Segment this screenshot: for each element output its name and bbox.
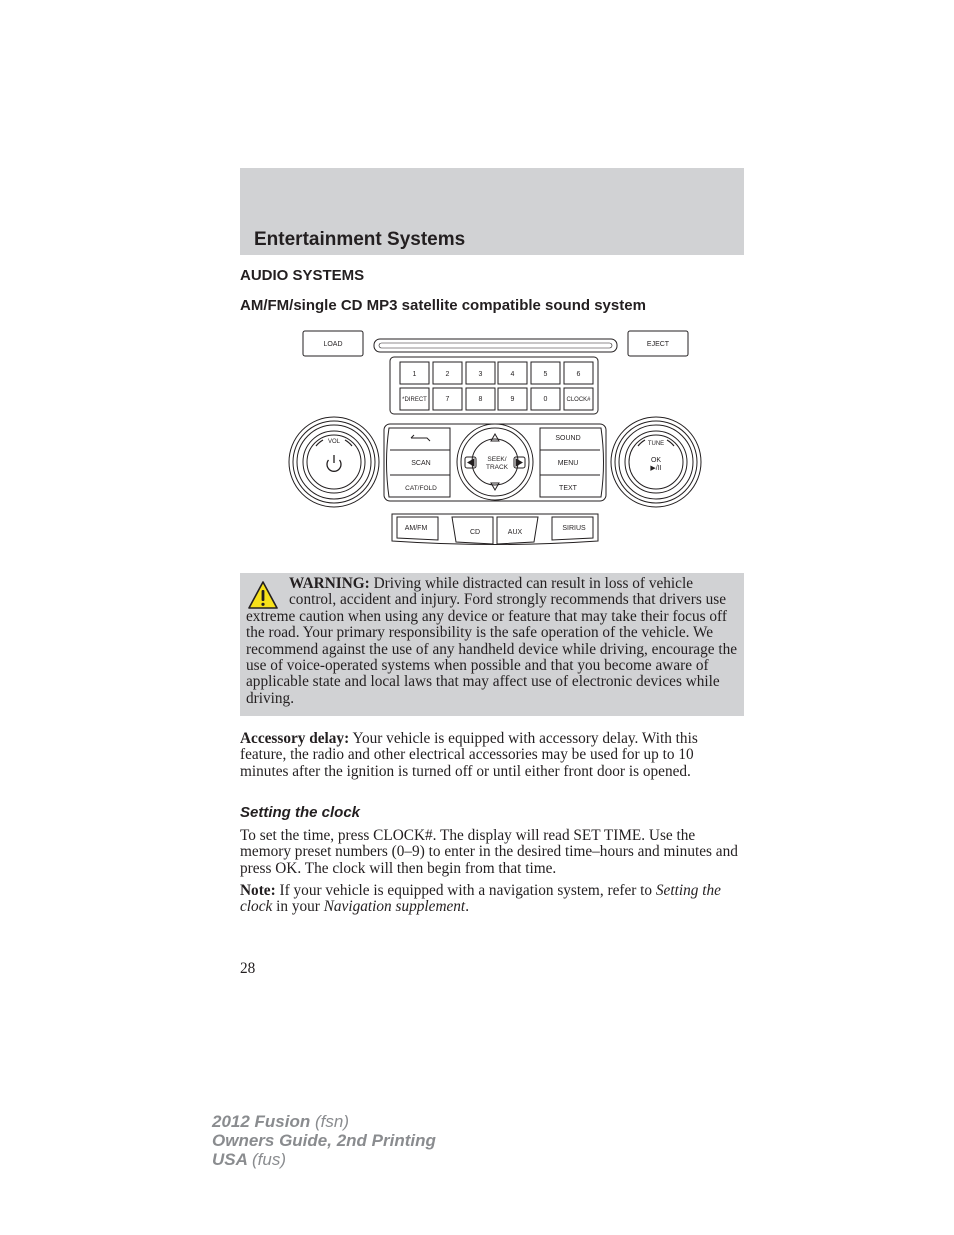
- preset-label-3: 3: [478, 371, 483, 378]
- note-label: Note:: [240, 882, 276, 899]
- note-text: If your vehicle is equipped with a navigation system, refer to: [279, 882, 653, 899]
- footer-market: USA: [212, 1150, 248, 1169]
- note-paragraph: [240, 883, 745, 916]
- sound-label: SOUND: [555, 435, 581, 442]
- seek-down-arrow-icon: [491, 483, 499, 490]
- preset-label-7: 7: [445, 396, 450, 403]
- am-fm-label: AM/FM: [404, 525, 428, 532]
- warning-label: WARNING:: [289, 575, 370, 592]
- back-icon: [411, 438, 430, 441]
- seek-up-arrow-icon: [491, 434, 499, 441]
- preset-label-9: 9: [510, 396, 515, 403]
- heading-audio-systems: AUDIO SYSTEMS: [240, 267, 365, 284]
- preset-label-0: 0: [543, 396, 548, 403]
- clock-label: CLOCK#: [566, 397, 591, 403]
- cat-fold-label: CAT/FOLD: [405, 485, 437, 492]
- play-pause-label: ▶/II: [650, 465, 662, 472]
- aux-label: AUX: [507, 529, 523, 536]
- preset-label-6: 6: [576, 371, 581, 378]
- setting-clock-reference: Setting the clock: [240, 882, 721, 916]
- menu-label: MENU: [557, 460, 579, 467]
- sirius-label: SIRIUS: [562, 525, 586, 532]
- heading-setting-clock: Setting the clock: [240, 804, 361, 821]
- footer-market-code: (fus): [252, 1150, 286, 1169]
- accessory-delay-label: Accessory delay:: [240, 730, 350, 747]
- preset-label-2: 2: [445, 371, 450, 378]
- accessory-delay-text: Your vehicle is equipped with accessory delay. With this feature, the radio and other electrical accessories may be used for up to 10 minutes after the ignition is turned off or until either front door is opened.: [240, 730, 698, 780]
- warning-body: Driving while distracted can result in loss of vehicle control, accident and injury. Ford strongly recommends that drivers use extreme caution when using any device or feature that may take their focus off the road. Your primary responsibility is the safe operation of the vehicle. We recommend against the use of any handheld device while driving, encourage the use of voice-operated systems when possible and that you become aware of applicable state and local laws that may affect use of electronic devices while driving.: [246, 575, 738, 707]
- scan-label: SCAN: [411, 460, 431, 467]
- ok-label: OK: [650, 457, 662, 464]
- warning-box: [240, 573, 744, 716]
- text-label: TEXT: [559, 485, 577, 492]
- page-number: 28: [240, 960, 256, 977]
- preset-label-8: 8: [478, 396, 483, 403]
- note-end: .: [465, 898, 470, 916]
- direct-label: *DIRECT: [402, 397, 427, 403]
- section-title: Entertainment Systems: [254, 229, 466, 250]
- tune-label: TUNE: [647, 441, 665, 447]
- track-label: TRACK: [485, 464, 509, 471]
- vol-label: VOL: [327, 439, 341, 445]
- radio-faceplate-diagram: [284, 326, 708, 551]
- preset-label-1: 1: [412, 371, 417, 378]
- footer-guide-title: Owners Guide, 2nd Printing: [212, 1131, 436, 1150]
- section-header-band: [240, 168, 744, 255]
- clock-instructions: To set the time, press CLOCK#. The display will read SET TIME. Use the memory preset numbers (0–9) to enter in the desired time–hours and minutes and press OK. The clock will then begin from that time.: [240, 827, 738, 877]
- seek-label: SEEK/: [487, 456, 507, 463]
- navigation-supplement-reference: Navigation supplement: [323, 898, 466, 916]
- footer-model: 2012 Fusion: [212, 1112, 311, 1131]
- warning-text: [246, 576, 738, 707]
- heading-sound-system: AM/FM/single CD MP3 satellite compatible sound system: [240, 297, 646, 314]
- preset-label-4: 4: [510, 371, 515, 378]
- preset-panel: [390, 357, 598, 414]
- load-label: LOAD: [323, 341, 343, 348]
- cd-label: CD: [469, 529, 481, 536]
- preset-label-5: 5: [543, 371, 548, 378]
- eject-label: EJECT: [646, 341, 670, 348]
- note-text-2: in your: [276, 898, 320, 916]
- cd-slot: [374, 339, 617, 352]
- footer-model-code: (fsn): [315, 1112, 349, 1131]
- accessory-delay-paragraph: [240, 731, 745, 780]
- document-footer: [212, 1112, 436, 1169]
